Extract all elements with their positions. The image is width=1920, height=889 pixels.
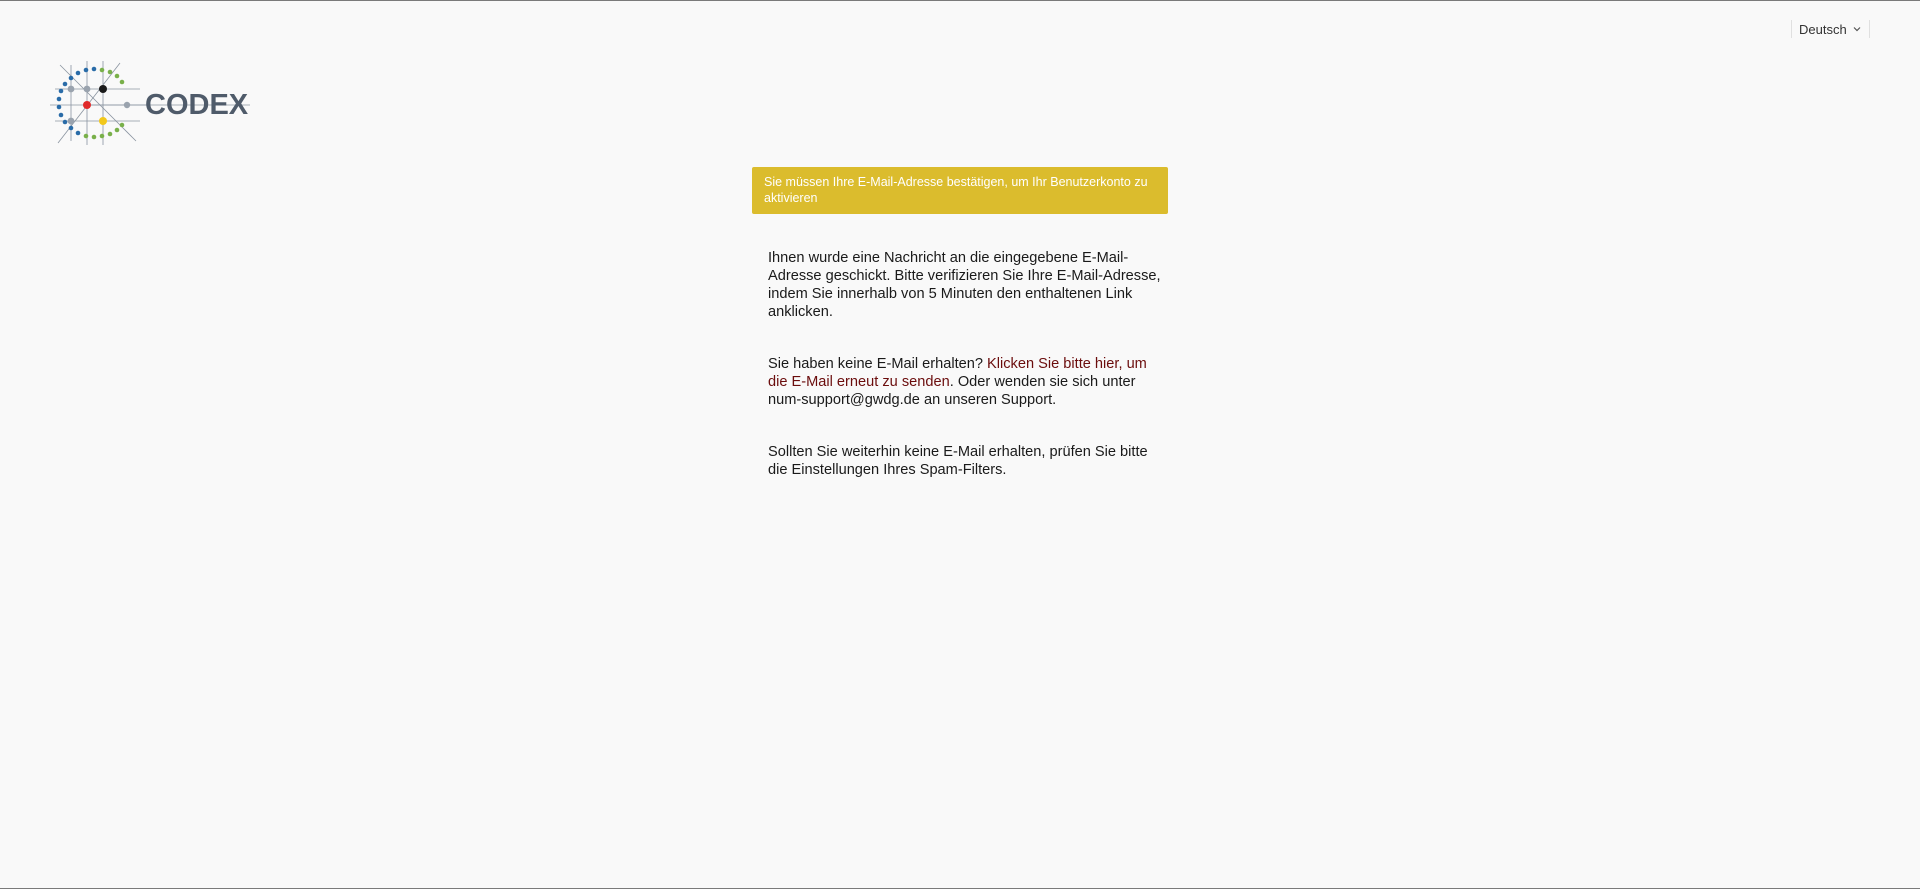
- language-selector[interactable]: [1791, 20, 1870, 38]
- verification-content: [768, 249, 1164, 513]
- resend-email-link[interactable]: Klicken Sie bitte hier, um die E-Mail erneut zu senden: [768, 356, 1147, 390]
- verification-alert: [752, 167, 1168, 214]
- resend-paragraph: [768, 355, 1164, 409]
- spam-filter-paragraph: Sollten Sie weiterhin keine E-Mail erhalten, prüfen Sie bitte die Einstellungen Ihres Spam-Filters.: [768, 444, 1148, 478]
- info-paragraph: Ihnen wurde eine Nachricht an die eingegebene E-Mail-Adresse geschickt. Bitte verifizieren Sie Ihre E-Mail-Adresse, indem Sie innerhalb von 5 Minuten den enthaltenen Link anklicken.: [768, 250, 1161, 320]
- resend-prefix: Sie haben keine E-Mail erhalten?: [768, 356, 988, 372]
- language-label: Deutsch: [1799, 21, 1847, 37]
- chevron-down-icon: [1852, 24, 1862, 34]
- codex-logo: [50, 55, 250, 145]
- alert-text: Sie müssen Ihre E-Mail-Adresse bestätigen, um Ihr Benutzerkonto zu aktivieren: [764, 175, 1148, 205]
- codex-logo-icon: [50, 55, 250, 145]
- resend-suffix: . Oder wenden sie sich unter num-support@gwdg.de an unseren Support.: [768, 374, 1136, 408]
- logo-text: CODEX: [145, 89, 249, 121]
